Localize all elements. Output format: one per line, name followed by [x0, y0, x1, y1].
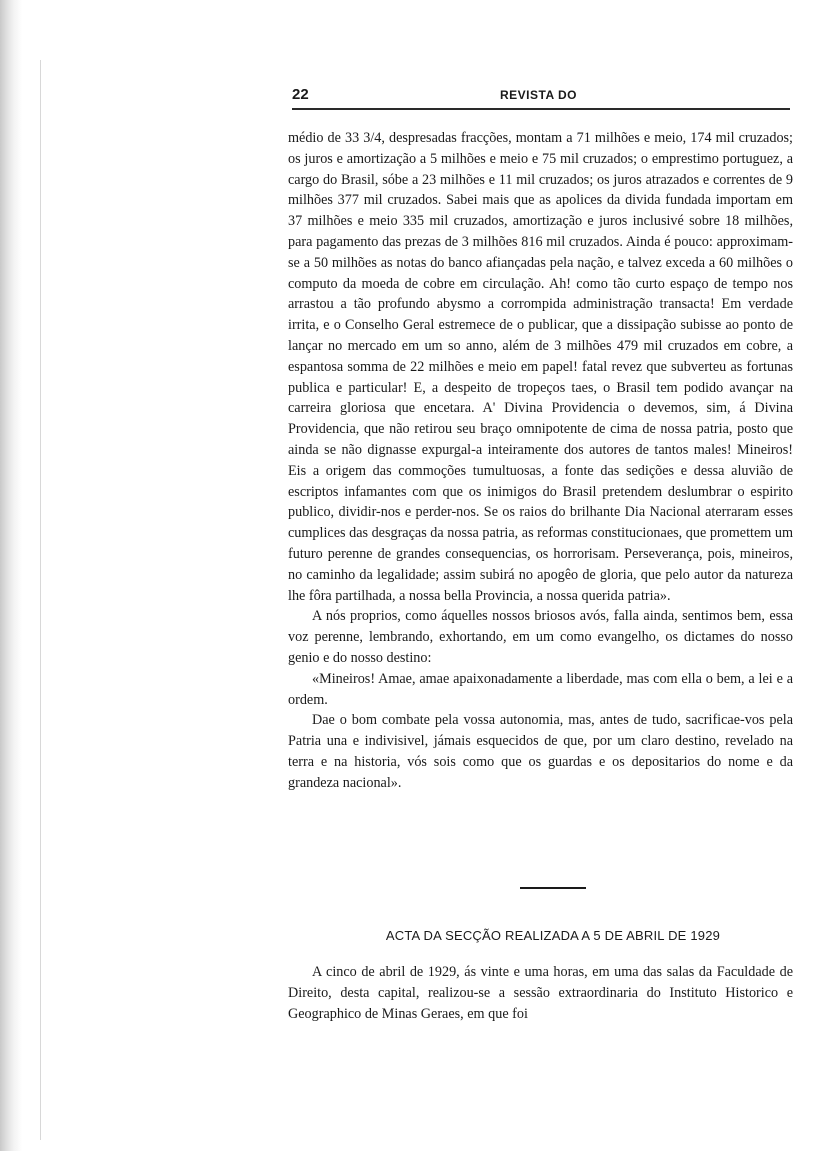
minutes-body	[288, 962, 793, 1024]
body-paragraph: A nós proprios, como áquelles nossos briosos avós, falla ainda, sentimos bem, essa voz perenne, lembrando, exhortando, em um como evangelho, os dictames do nosso genio e do nosso destino:	[288, 608, 793, 666]
body-paragraph: Dae o bom combate pela vossa autonomia, mas, antes de tudo, sacrificae-vos pela Patria una e indivisivel, jámais esquecidos de que, por um claro destino, revelado na terra e na historia, vós sois como que os guardas e os depositarios do nome e da grandeza nacional».	[288, 712, 793, 791]
article-body	[288, 128, 793, 794]
body-paragraph: «Mineiros! Amae, amae apaixonadamente a liberdade, mas com ella o bem, a lei e a ordem.	[288, 670, 793, 708]
section-divider	[520, 887, 586, 889]
header-rule	[292, 108, 790, 110]
running-head: REVISTA DO	[500, 88, 578, 102]
page-header	[292, 86, 790, 110]
binding-gutter	[0, 0, 22, 1151]
section-title: ACTA DA SECÇÃO REALIZADA A 5 DE ABRIL DE 1929	[385, 928, 721, 943]
page-number: 22	[292, 86, 309, 103]
minutes-paragraph: A cinco de abril de 1929, ás vinte e uma horas, em uma das salas da Faculdade de Direito, desta capital, realizou-se a sessão extraordinaria do Instituto Historico e Geographico de Minas Geraes, em que foi	[288, 964, 793, 1022]
page-edge-line	[40, 60, 41, 1140]
body-paragraph: médio de 33 3/4, despresadas fracções, montam a 71 milhões e meio, 174 mil cruzados; os juros e amortização a 5 milhões e meio e 75 mil cruzados; o emprestimo portuguez, a cargo do Brasil, sóbe a 23 milhões e 11 mil cruzados; os juros atrazados e correntes de 9 milhões 377 mil cruzados. Sabei mais que as apolices da divida fundada importam em 37 milhões e meio 335 mil cruzados, amortização e juros inclusivé sobre 18 milhões, para pagamento das prezas de 3 milhões 816 mil cruzados. Ainda é pouco: approximam-se a 50 milhões as notas do banco afiançadas pela nação, e talvez exceda a 60 milhões o computo da moeda de cobre em circulação. Ah! como tão curto espaço de tempo nos arrastou a tão profundo abysmo a corrompida administração transacta! Em verdade irrita, e o Conselho Geral estremece de o publicar, que a dissipação subisse ao ponto de lançar no mercado em um so anno, além de 3 milhões 479 mil cruzados em cobre, a espantosa somma de 22 milhões e meio em papel! fatal revez que subverteu as fortunas publica e particular! E, a despeito de tropeços taes, o Brasil tem podido avançar na carreira gloriosa que encetara. A' Divina Providencia o devemos, sim, á Divina Providencia, que não retirou seu braço omnipotente de cima de nossa patria, posto que ainda se não dignasse expurgal-a inteiramente dos autores de tantos males! Mineiros! Eis a origem das commoções tumultuosas, a fonte das sedições e dessa aluvião de escriptos infamantes com que os inimigos do Brasil pretendem deslumbrar o espirito publico, dividir-nos e perder-nos. Se os raios do brilhante Dia Nacional aterraram esses cumplices das desgraças da nossa patria, as reformas constitucionaes, que promettem um futuro perenne de grandes consequencias, os horrorisam. Perseverança, pois, mineiros, no caminho da legalidade; assim subirá no apogêo de gloria, que pelo autor da natureza lhe fôra partilhada, a nossa bella Provincia, a nossa querida patria».	[288, 130, 793, 604]
